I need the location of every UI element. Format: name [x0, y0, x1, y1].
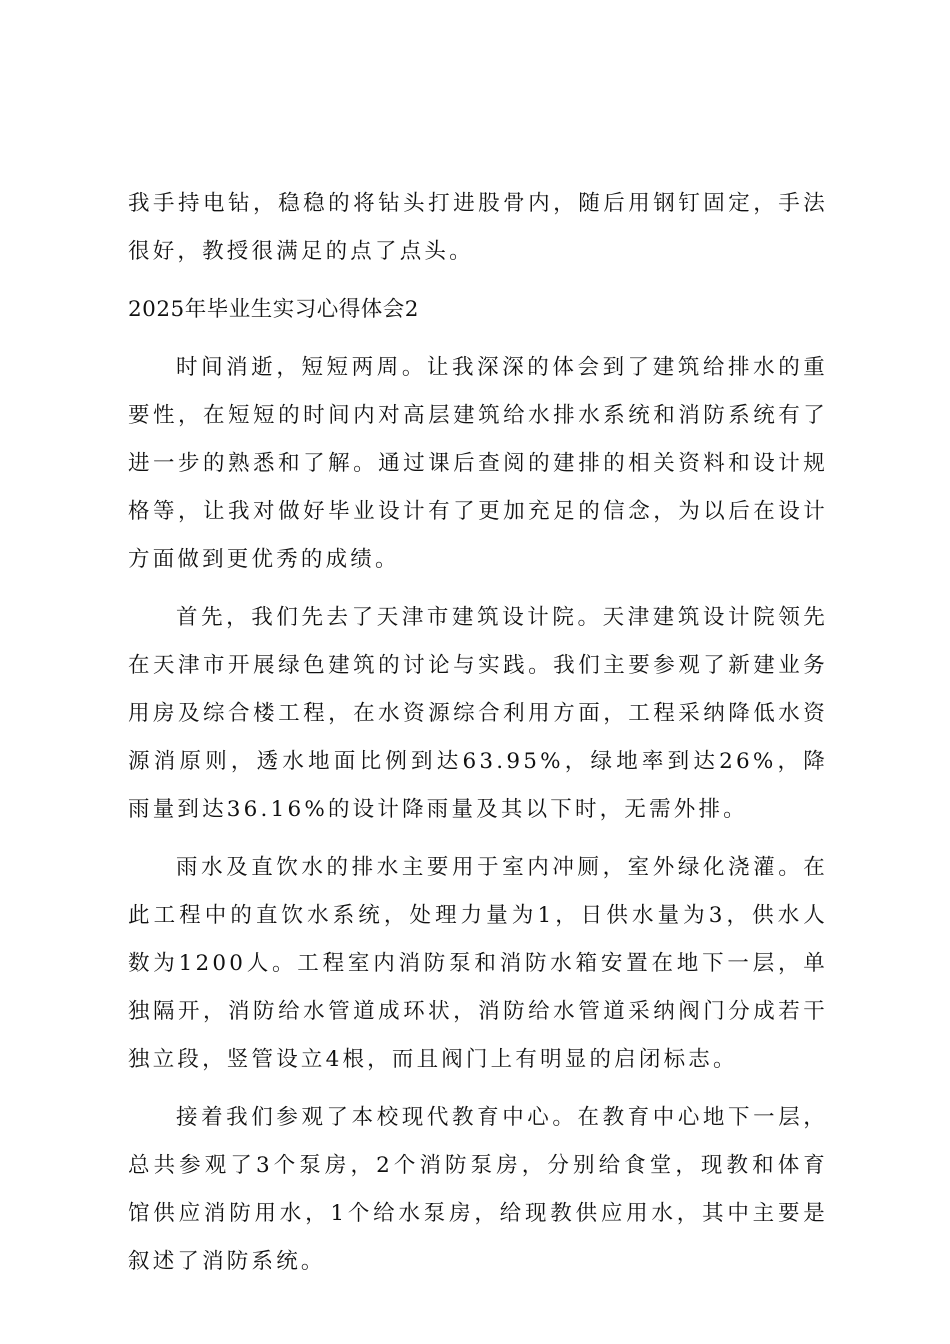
paragraph-drinking-water: 雨水及直饮水的排水主要用于室内冲厕，室外绿化浇灌。在此工程中的直饮水系统，处理力量为1，日供水量为3，供水人数为1200人。工程室内消防泵和消防水箱安置在地下一层，单独隔开，消防给水管道成环状，消防给水管道采纳阀门分成若干独立段，竖管设立4根，而且阀门上有明显的启闭标志。	[128, 855, 828, 1072]
section-heading: 2025年毕业生实习心得体会2	[128, 297, 419, 322]
paragraph-continuation: 我手持电钻，稳稳的将钻头打进股骨内，随后用钢钉固定，手法很好，教授很满足的点了点头。	[128, 191, 828, 264]
paragraph-intro: 时间消逝，短短两周。让我深深的体会到了建筑给排水的重要性，在短短的时间内对高层建筑给水排水系统和消防系统有了进一步的熟悉和了解。通过课后查阅的建排的相关资料和设计规格等，让我对做好毕业设计有了更加充足的信念，为以后在设计方面做到更优秀的成绩。	[128, 355, 828, 572]
paragraph-design-institute: 首先，我们先去了天津市建筑设计院。天津建筑设计院领先在天津市开展绿色建筑的讨论与实践。我们主要参观了新建业务用房及综合楼工程，在水资源综合利用方面，工程采纳降低水资源消原则，透水地面比例到达63.95%，绿地率到达26%，降雨量到达36.16%的设计降雨量及其以下时，无需外排。	[128, 605, 828, 822]
document-body	[128, 180, 828, 1286]
paragraph-education-center: 接着我们参观了本校现代教育中心。在教育中心地下一层，总共参观了3个泵房，2个消防泵房，分别给食堂，现教和体育馆供应消防用水，1个给水泵房，给现教供应用水，其中主要是叙述了消防系统。	[128, 1105, 828, 1274]
